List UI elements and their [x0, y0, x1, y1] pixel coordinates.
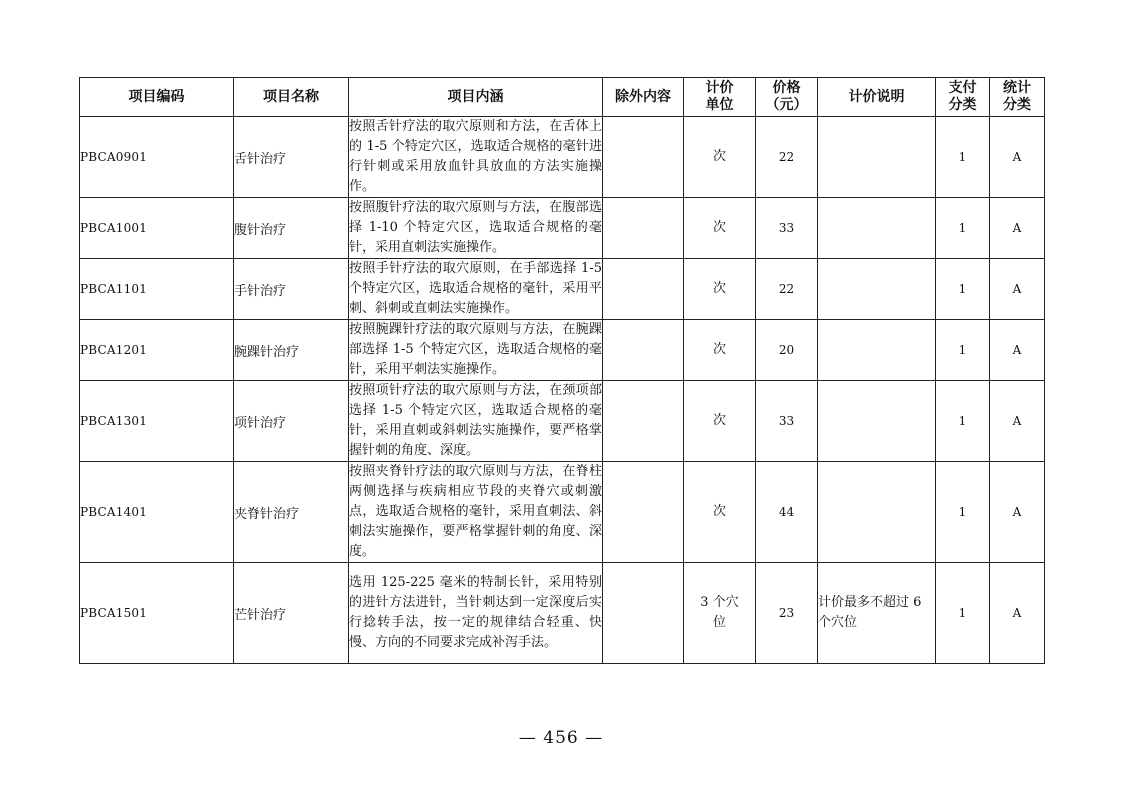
cell-payment-class: 1: [936, 259, 990, 320]
table-row: [80, 462, 1045, 563]
cell-price: 33: [756, 381, 818, 462]
cell-pricing-note: [818, 198, 936, 259]
cell-stat-class: A: [990, 259, 1045, 320]
cell-pricing-note: [818, 462, 936, 563]
cell-content: 按照项针疗法的取穴原则与方法，在颈项部选择 1-5 个特定穴区，选取适合规格的毫针，采用直刺或斜刺法实施操作，要严格掌握针刺的角度、深度。: [349, 381, 603, 462]
cell-pricing-note: [818, 381, 936, 462]
cell-payment-class: 1: [936, 117, 990, 198]
cell-price: 22: [756, 117, 818, 198]
header-price: 价格 （元）: [756, 78, 818, 117]
cell-code: PBCA1401: [80, 462, 234, 563]
cell-price: 20: [756, 320, 818, 381]
cell-pricing-note: [818, 320, 936, 381]
cell-unit: 次: [684, 117, 756, 198]
cell-content: 按照舌针疗法的取穴原则和方法，在舌体上的 1-5 个特定穴区，选取适合规格的毫针进行针刺或采用放血针具放血的方法实施操作。: [349, 117, 603, 198]
cell-code: PBCA1501: [80, 563, 234, 664]
cell-code: PBCA1101: [80, 259, 234, 320]
cell-unit: 次: [684, 462, 756, 563]
cell-name: 芒针治疗: [234, 563, 349, 664]
cell-content: 按照腕踝针疗法的取穴原则与方法，在腕踝部选择 1-5 个特定穴区，选取适合规格的毫针，采用平刺法实施操作。: [349, 320, 603, 381]
header-content: 项目内涵: [349, 78, 603, 117]
cell-exclusion: [603, 563, 684, 664]
cell-content: 按照腹针疗法的取穴原则与方法，在腹部选择 1-10 个特定穴区，选取适合规格的毫针，采用直刺法实施操作。: [349, 198, 603, 259]
cell-name: 腹针治疗: [234, 198, 349, 259]
cell-payment-class: 1: [936, 198, 990, 259]
cell-content: 选用 125-225 毫米的特制长针，采用特别的进针方法进针，当针刺达到一定深度后实行捻转手法，按一定的规律结合轻重、快慢、方向的不同要求完成补泻手法。: [349, 563, 603, 664]
cell-stat-class: A: [990, 198, 1045, 259]
cell-stat-class: A: [990, 462, 1045, 563]
cell-payment-class: 1: [936, 320, 990, 381]
table-header-row: [80, 78, 1045, 117]
cell-unit: 3 个穴位: [684, 563, 756, 664]
header-stat-class: 统计 分类: [990, 78, 1045, 117]
fee-schedule-table: [79, 77, 1045, 664]
cell-unit: 次: [684, 320, 756, 381]
header-payment-class: 支付 分类: [936, 78, 990, 117]
cell-name: 项针治疗: [234, 381, 349, 462]
cell-payment-class: 1: [936, 462, 990, 563]
cell-exclusion: [603, 462, 684, 563]
cell-exclusion: [603, 117, 684, 198]
cell-price: 23: [756, 563, 818, 664]
cell-name: 舌针治疗: [234, 117, 349, 198]
cell-pricing-note: [818, 259, 936, 320]
header-pricing-note: 计价说明: [818, 78, 936, 117]
cell-name: 手针治疗: [234, 259, 349, 320]
cell-unit: 次: [684, 381, 756, 462]
header-unit: 计价 单位: [684, 78, 756, 117]
table-row: [80, 117, 1045, 198]
cell-stat-class: A: [990, 381, 1045, 462]
page-number: — 456 —: [518, 728, 604, 748]
header-name: 项目名称: [234, 78, 349, 117]
cell-price: 22: [756, 259, 818, 320]
table-row: [80, 563, 1045, 664]
table-row: [80, 259, 1045, 320]
cell-content: 按照手针疗法的取穴原则，在手部选择 1-5 个特定穴区，选取适合规格的毫针，采用平刺、斜刺或直刺法实施操作。: [349, 259, 603, 320]
cell-exclusion: [603, 198, 684, 259]
cell-name: 腕踝针治疗: [234, 320, 349, 381]
cell-unit: 次: [684, 198, 756, 259]
cell-price: 44: [756, 462, 818, 563]
header-code: 项目编码: [80, 78, 234, 117]
cell-stat-class: A: [990, 117, 1045, 198]
cell-code: PBCA1201: [80, 320, 234, 381]
cell-exclusion: [603, 320, 684, 381]
cell-pricing-note: [818, 117, 936, 198]
table-row: [80, 320, 1045, 381]
table-row: [80, 198, 1045, 259]
cell-payment-class: 1: [936, 381, 990, 462]
cell-pricing-note: 计价最多不超过 6 个穴位: [818, 563, 936, 664]
cell-name: 夹脊针治疗: [234, 462, 349, 563]
cell-content: 按照夹脊针疗法的取穴原则与方法，在脊柱两侧选择与疾病相应节段的夹脊穴或刺激点，选取适合规格的毫针，采用直刺法、斜刺法实施操作，要严格掌握针刺的角度、深度。: [349, 462, 603, 563]
cell-exclusion: [603, 381, 684, 462]
table-row: [80, 381, 1045, 462]
cell-payment-class: 1: [936, 563, 990, 664]
header-exclusion: 除外内容: [603, 78, 684, 117]
cell-stat-class: A: [990, 563, 1045, 664]
cell-code: PBCA1301: [80, 381, 234, 462]
cell-code: PBCA0901: [80, 117, 234, 198]
cell-unit: 次: [684, 259, 756, 320]
cell-stat-class: A: [990, 320, 1045, 381]
cell-price: 33: [756, 198, 818, 259]
cell-code: PBCA1001: [80, 198, 234, 259]
cell-exclusion: [603, 259, 684, 320]
